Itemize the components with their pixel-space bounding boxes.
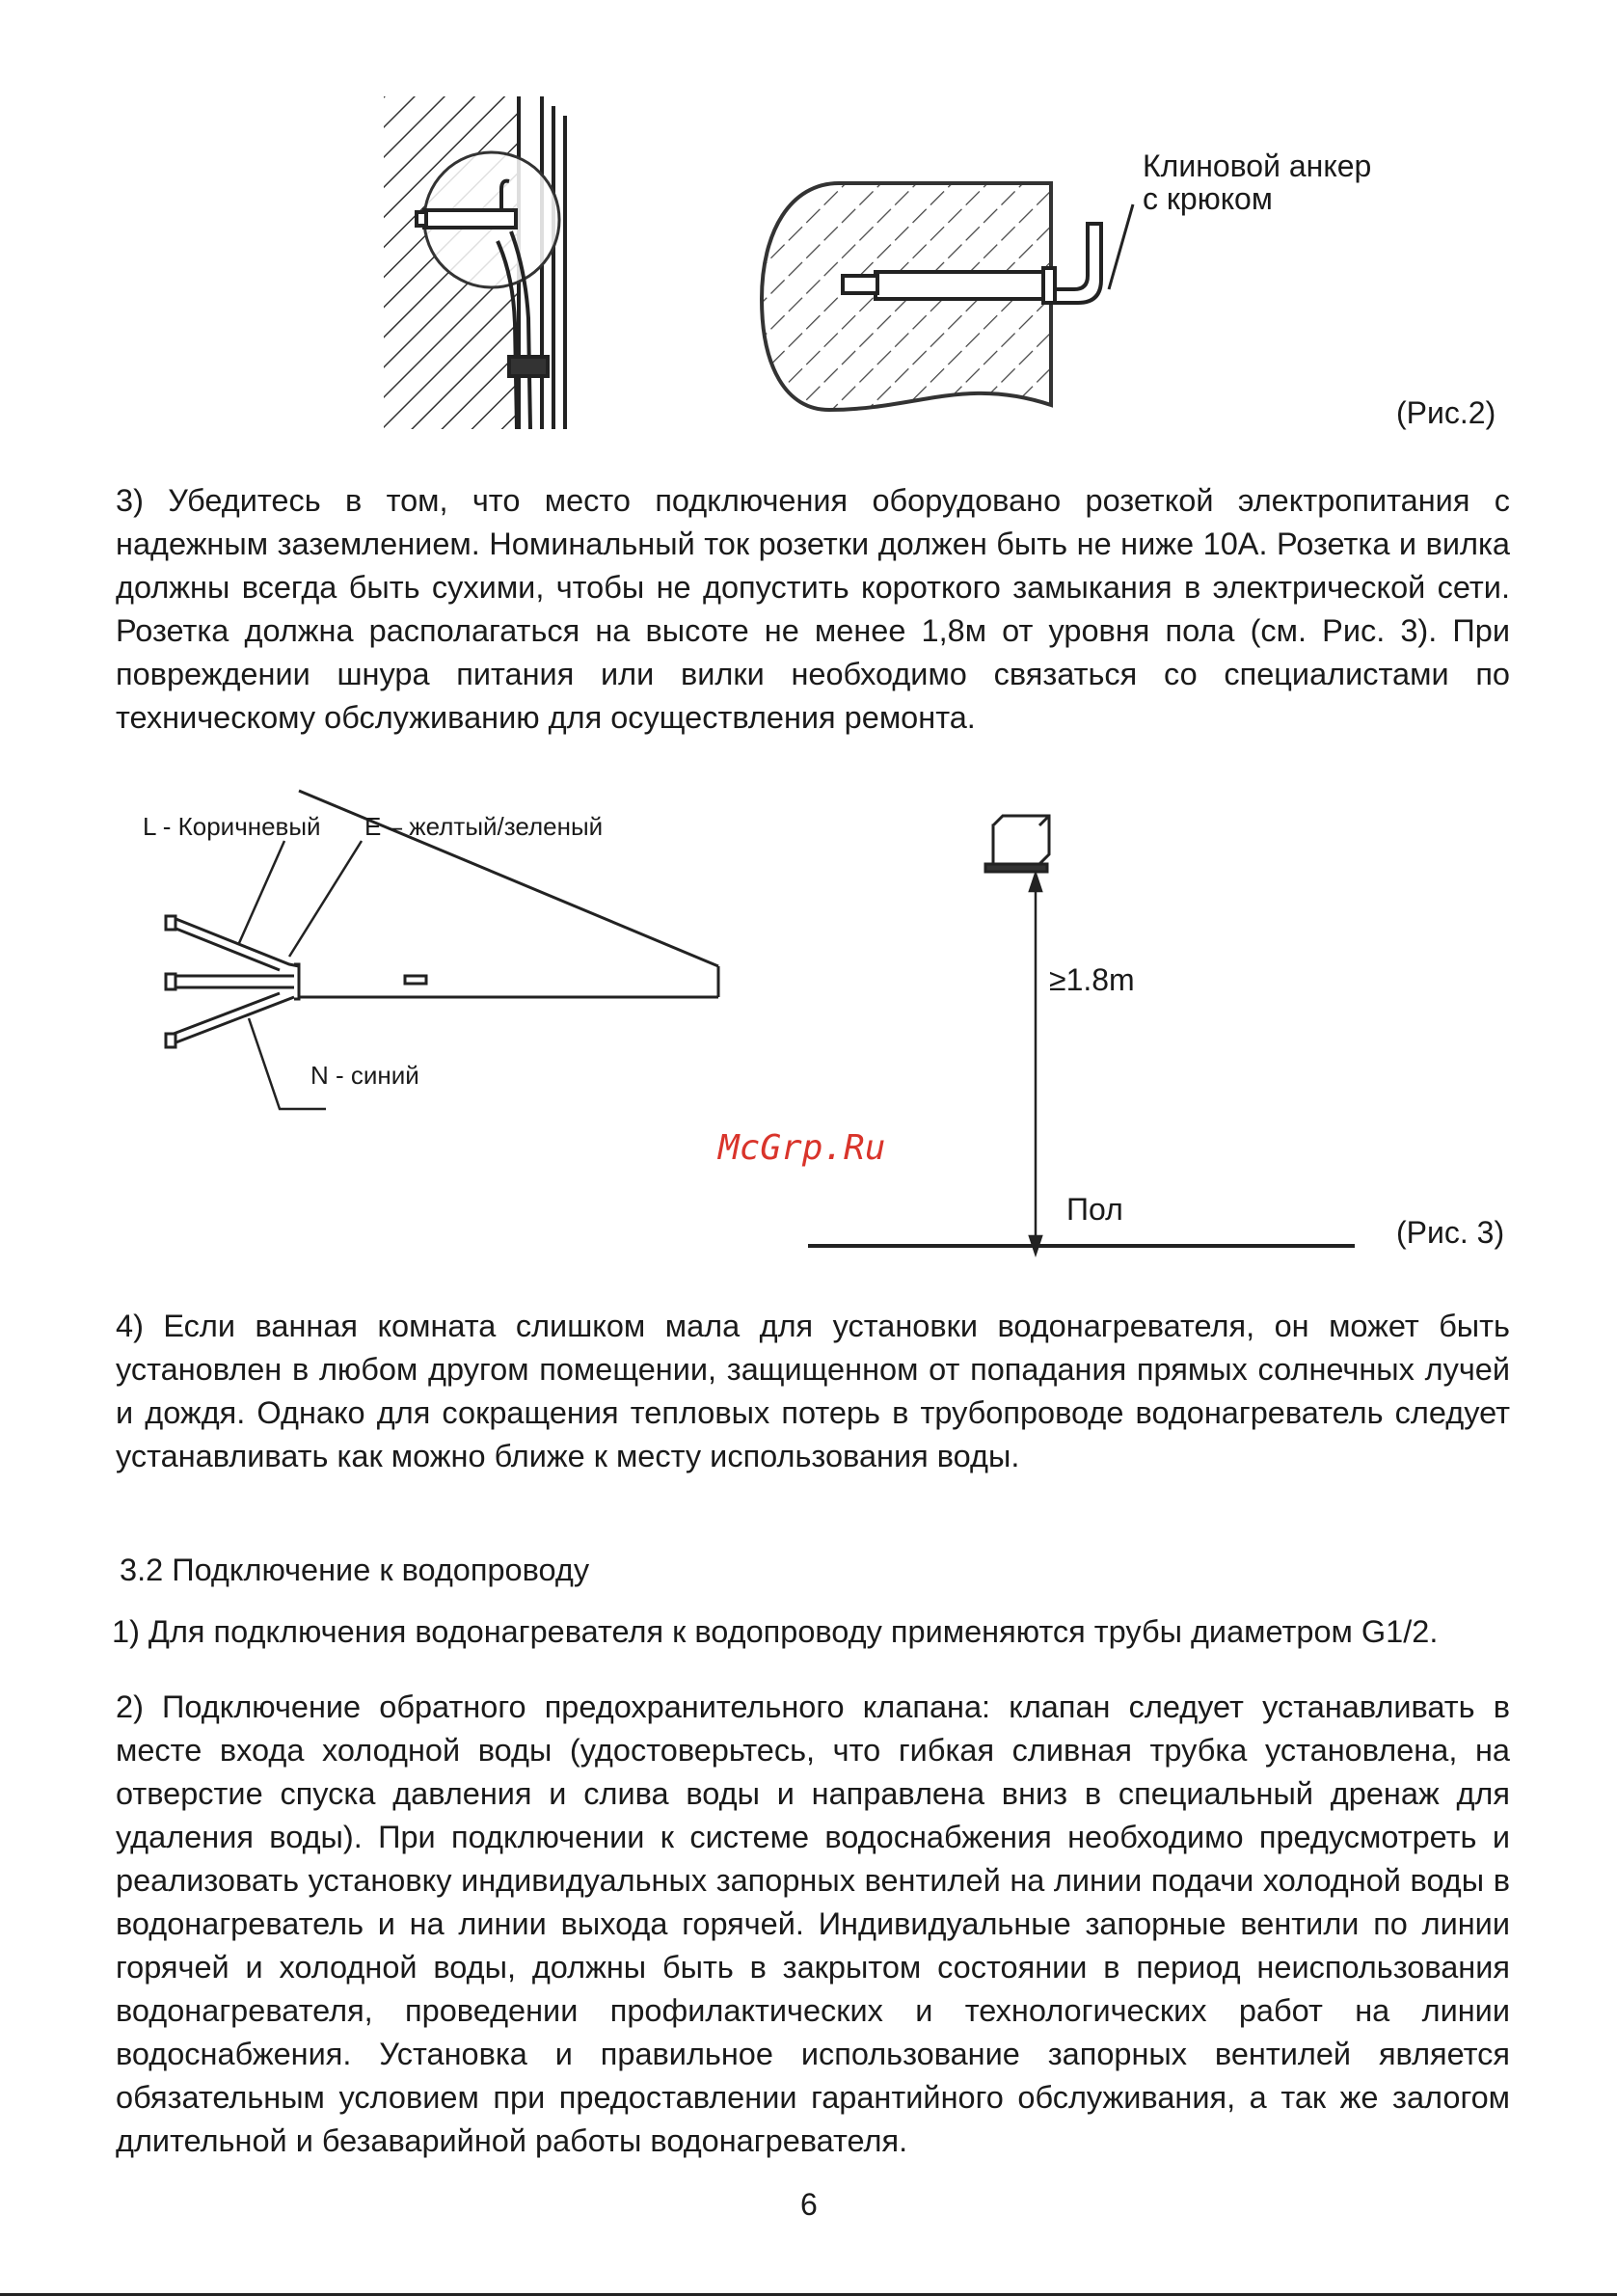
anchor-label-line2: с крюком: [1143, 181, 1273, 216]
paragraph-4: 4) Если ванная комната слишком мала для установки водонагревателя, он может быть установлен в любом другом помещении, защищенном от попадания прямых солнечных лучей и дождя. Однако для сокращения тепловых потерь в трубопроводе водонагреватель следует устанавливать как можно ближе к месту использования воды.: [116, 1309, 1510, 1473]
anchor-label-line1: Клиновой анкер: [1143, 149, 1372, 183]
floor-label: Пол: [1066, 1192, 1123, 1227]
item-1: 1) Для подключения водонагревателя к водопроводу применяются трубы диаметром G1/2.: [112, 1614, 1439, 1649]
anchor-leader-line: [1109, 204, 1133, 289]
item-2: 2) Подключение обратного предохранительного клапана: клапан следует устанавливать в месте входа холодной воды (удостоверьтесь, что гибкая сливная трубка установлена, на отверстие спуска давления и слива воды и направлена вниз в специальный дренаж для удаления воды). При подключении к системе водоснабжения необходимо предусмотреть и реализовать установку индивидуальных запорных вентилей на линии подачи холодной воды в водонагреватель и на линии выхода горячей. Индивидуальные запорные вентили по линии горячей и холодной воды, должны быть в закрытом состоянии в период неиспользования водонагревателя, проведении профилактических и технологических работ на линии водоснабжения. Установка и правильное использование запорных вентилей является обязательным условием при предоставлении гарантийного обслуживания, а так же залогом длительной и безаварийной работы водонагревателя.: [116, 1689, 1510, 2158]
figure-2-wall-mount-drawing: [0, 0, 1617, 444]
paragraph-3: 3) Убедитесь в том, что место подключения оборудовано розеткой электропитания с надежным заземлением. Номинальный ток розетки должен быть не ниже 10А. Розетка и вилка должны всегда быть сухими, чтобы не допустить короткого замыкания в электрической сети. Розетка должна располагаться на высоте не менее 1,8м от уровня пола (см. Рис. 3). При повреждении шнура питания или вилки необходимо связаться со специалистами по техническому обслуживанию для осуществления ремонта.: [116, 483, 1510, 735]
watermark: McGrp.Ru: [718, 1128, 886, 1168]
wire-e-label: E – желтый/зеленый: [364, 812, 604, 841]
section-heading: 3.2 Подключение к водопроводу: [120, 1553, 590, 1587]
socket-box: [985, 816, 1049, 872]
height-label: ≥1.8m: [1049, 962, 1135, 997]
wire-l-label: L - Коричневый: [143, 812, 321, 841]
wire-n-label: N - синий: [310, 1061, 419, 1090]
figure-3-plug-and-socket-height: [0, 791, 1617, 1273]
figure-2-caption: (Рис.2): [1396, 395, 1496, 430]
figure-3-caption: (Рис. 3): [1396, 1215, 1505, 1250]
page-number: 6: [800, 2187, 818, 2222]
height-dimension-arrow: [1030, 874, 1041, 1254]
